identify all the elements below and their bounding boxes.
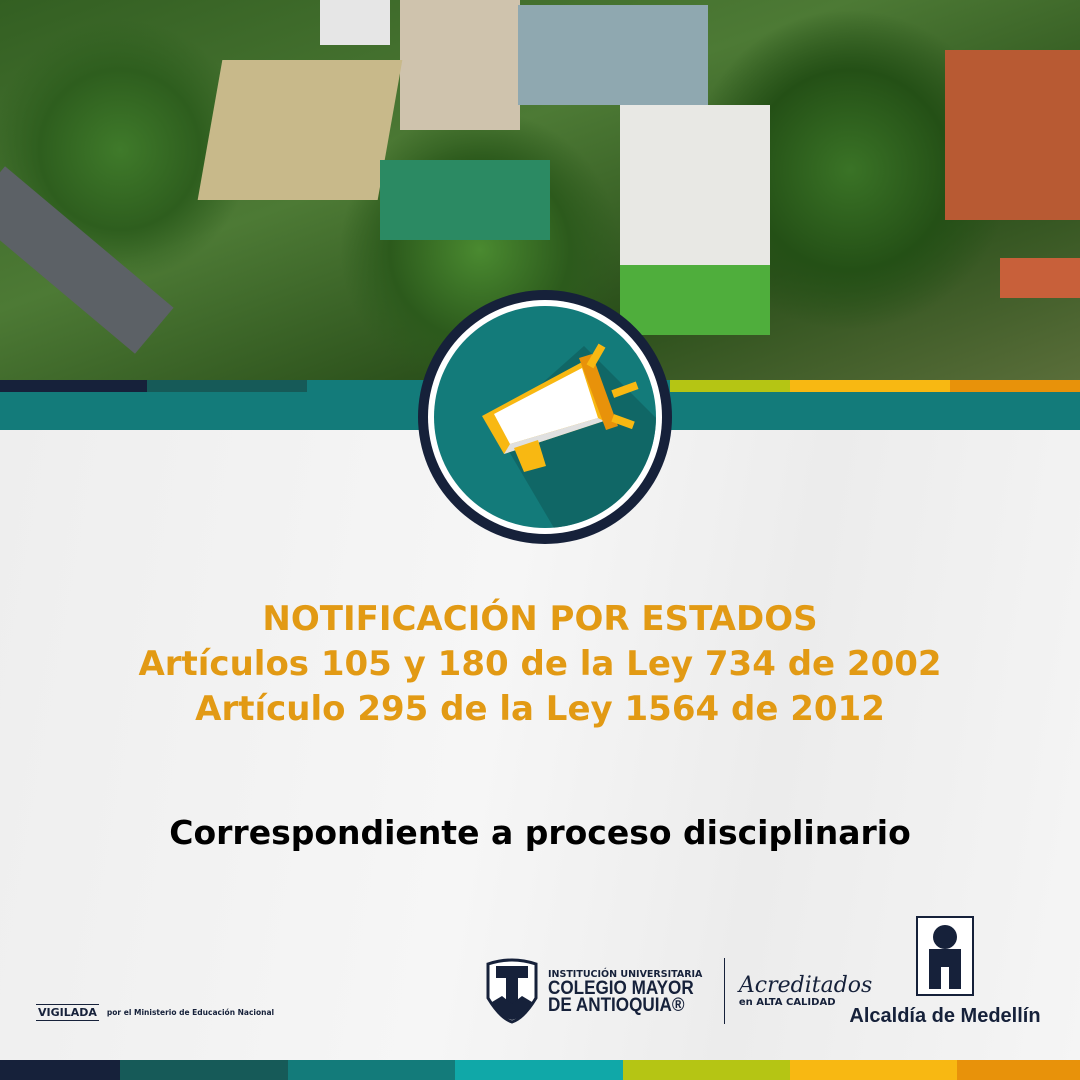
title-line-3: Artículo 295 de la Ley 1564 de 2012 [195,689,885,729]
alcaldia-logo [845,915,1045,1028]
city-name: Alcaldía de Medellín [849,1005,1041,1027]
divider [724,958,725,1024]
colegio-mayor-logo [484,958,872,1024]
shield-icon [484,958,540,1024]
vigilada-mark [36,1004,274,1021]
coat-of-arms-icon [915,915,975,997]
title-line-1: NOTIFICACIÓN POR ESTADOS [262,599,818,639]
building [320,0,390,45]
building [198,60,403,200]
building [518,5,708,105]
building [945,50,1080,220]
accredited-label: Acreditados [738,972,873,998]
notification-title [0,597,1080,732]
institution-small: INSTITUCIÓN UNIVERSITARIA [548,968,703,980]
vigilada-label: VIGILADA [38,1006,97,1019]
institution-line-1: COLEGIO MAYOR [548,977,694,999]
subtitle: Correspondiente a proceso disciplinario [169,813,911,852]
megaphone-badge [418,290,672,544]
color-stripe-bottom [0,1060,1080,1080]
building [1000,258,1080,298]
megaphone-icon [434,306,656,528]
sports-court [380,160,550,240]
institution-line-2: DE ANTIOQUIA® [548,994,685,1016]
building [620,105,770,335]
title-line-2: Artículos 105 y 180 de la Ley 734 de 2002 [138,644,942,684]
vigilada-text: por el Ministerio de Educación Nacional [106,1008,275,1017]
road [0,166,174,353]
building [400,0,520,130]
accredited-sub: en ALTA CALIDAD [738,996,836,1008]
